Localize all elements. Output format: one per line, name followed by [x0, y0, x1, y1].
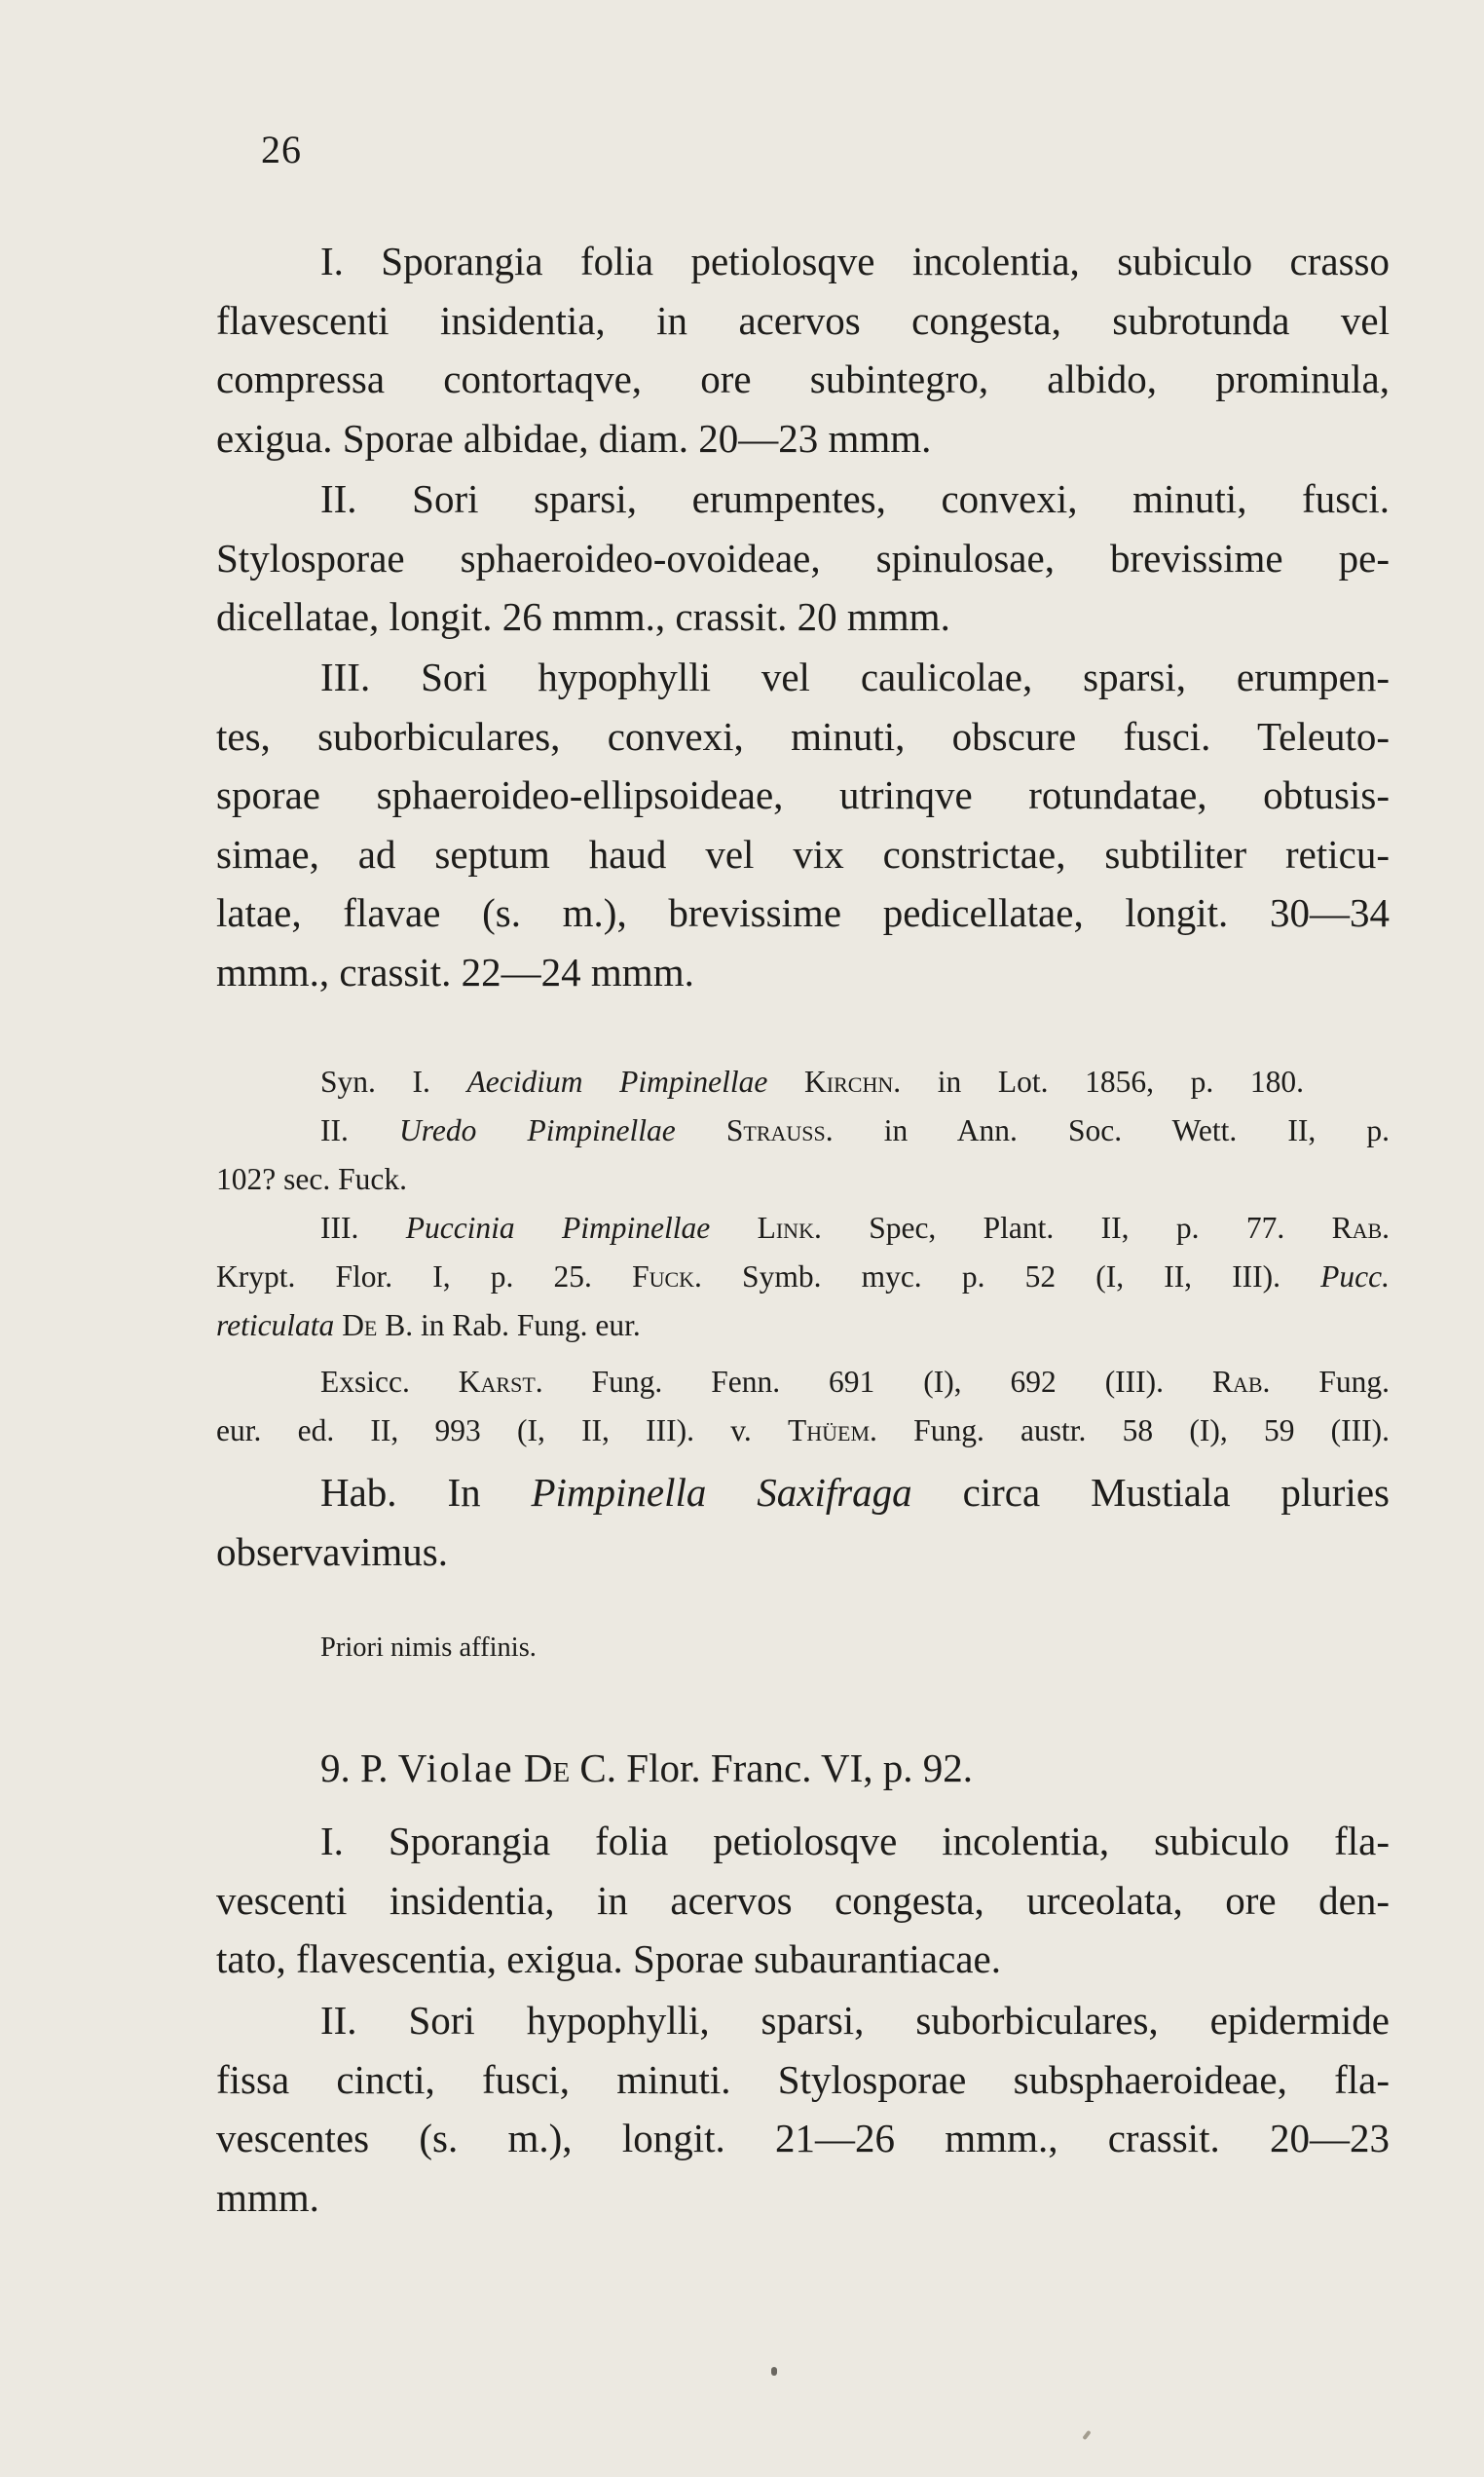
author-name: Fuck.: [632, 1259, 702, 1294]
text-line: simae, ad septum haud vel vix constrictae, subtiliter reticu-: [216, 831, 1390, 877]
author-name: Karst.: [458, 1365, 543, 1399]
text-line: tes, suborbiculares, convexi, minuti, obscure fusci. Teleuto-: [216, 713, 1390, 759]
reference: in Ann. Soc. Wett. II, p.: [883, 1113, 1391, 1147]
exsiccatae-line: [320, 1358, 1390, 1407]
synonym-line: [216, 1301, 1390, 1350]
exsiccatae-label: Exsicc.: [320, 1365, 410, 1399]
author-name: Link.: [757, 1211, 822, 1245]
reference: Spec, Plant. II, p. 77.: [869, 1211, 1285, 1245]
reference: eur. ed. II, 993 (I, II, III). v.: [216, 1413, 752, 1447]
species-heading: [216, 1739, 1390, 1798]
text-line: exigua. Sporae albidae, diam. 20—23 mmm.: [216, 415, 932, 461]
synonym-line: [320, 1107, 1390, 1155]
genus-abbrev: P.: [360, 1745, 389, 1790]
habitat-text: In: [447, 1470, 481, 1515]
ink-spot: [771, 2367, 777, 2376]
text-line: latae, flavae (s. m.), brevissime pedicellatae, longit. 30—34: [216, 890, 1390, 935]
text-line: vescenti insidentia, in acervos congesta, urceolata, ore den-: [216, 1877, 1390, 1923]
reference: in Lot. 1856, p. 180.: [937, 1065, 1305, 1099]
stage-iii-paragraph: [216, 648, 1390, 1001]
text-line: fissa cincti, fusci, minuti. Stylosporae subsphaeroideae, fla-: [216, 2056, 1390, 2102]
author-name: Strauss.: [725, 1113, 834, 1147]
text-line: sporae sphaeroideo-ellipsoideae, utrinqve rotundatae, obtusis-: [216, 772, 1390, 817]
violae-stage-i-paragraph: [216, 1812, 1390, 1989]
taxon-name: Puccinia Pimpinellae: [405, 1211, 711, 1245]
author-name: De B.: [342, 1308, 414, 1342]
author-name: Thüem.: [788, 1413, 877, 1447]
author-name: Kirchn.: [804, 1065, 902, 1099]
text-line: Stylosporae sphaeroideo-ovoideae, spinulosae, brevissime pe-: [216, 535, 1390, 581]
author-name: De C.: [523, 1745, 617, 1790]
text-line: I. Sporangia folia petiolosqve incolentia, subiculo fla-: [320, 1819, 1390, 1863]
host-name: Pimpinella Saxifraga: [531, 1470, 912, 1515]
text-line: dicellatae, longit. 26 mmm., crassit. 20 mmm.: [216, 594, 950, 639]
reference: Fung. austr. 58 (I), 59 (III).: [913, 1413, 1390, 1447]
stage-ii-paragraph: [216, 469, 1390, 647]
exsiccatae-line: [216, 1407, 1390, 1455]
taxon-name: Uredo Pimpinellae: [399, 1113, 676, 1147]
text-line: compressa contortaqve, ore subintegro, albido, prominula,: [216, 357, 1390, 401]
violae-stage-ii-paragraph: [216, 1991, 1390, 2227]
taxon-name: Aecidium Pimpinellae: [466, 1065, 768, 1099]
synonyms-block: [216, 1058, 1390, 1350]
exsiccatae-block: [216, 1358, 1390, 1455]
text-line: mmm.: [216, 2174, 319, 2220]
author-name: Rab.: [1331, 1211, 1391, 1245]
text-line: II. Sori hypophylli, sparsi, suborbiculares, epidermide: [320, 1998, 1390, 2043]
habitat-line: [320, 1463, 1390, 1522]
text-line: vescentes (s. m.), longit. 21—26 mmm., crassit. 20—23: [216, 2116, 1390, 2160]
reference: Flor. Franc. VI, p. 92.: [626, 1745, 973, 1790]
reference: in Rab. Fung. eur.: [421, 1308, 641, 1342]
synonym-number: III.: [320, 1211, 359, 1245]
reference: Krypt. Flor. I, p. 25.: [216, 1259, 592, 1294]
text-line: III. Sori hypophylli vel caulicolae, sparsi, erumpen-: [320, 655, 1390, 699]
synonym-line: [216, 1253, 1390, 1301]
species-number: 9.: [320, 1745, 351, 1790]
synonym-number: I.: [412, 1065, 430, 1099]
text-line: mmm., crassit. 22—24 mmm.: [216, 949, 694, 995]
habitat-label: Hab.: [320, 1470, 397, 1515]
author-name: Rab.: [1211, 1365, 1271, 1399]
reference: Symb. myc. p. 52 (I, II, III).: [742, 1259, 1281, 1294]
taxon-name: Pucc.: [1320, 1259, 1391, 1294]
page-number: 26: [261, 128, 302, 171]
taxon-name: reticulata: [216, 1308, 335, 1342]
species-heading-line: [320, 1739, 1390, 1798]
habitat-block: [216, 1463, 1390, 1581]
synonym-line: [320, 1058, 1304, 1107]
text-line: II. Sori sparsi, erumpentes, convexi, minuti, fusci.: [320, 476, 1390, 521]
note: Priori nimis affinis.: [320, 1633, 537, 1663]
stage-i-paragraph: [216, 232, 1390, 468]
ink-mark: [1082, 2430, 1091, 2440]
text-line: flavescenti insidentia, in acervos congesta, subrotunda vel: [216, 297, 1390, 343]
species-epithet: Violae: [397, 1745, 514, 1790]
text-line: I. Sporangia folia petiolosqve incolentia, subiculo crasso: [320, 239, 1390, 283]
synonym-label: Syn.: [320, 1065, 376, 1099]
habitat-text: circa Mustiala pluries: [962, 1470, 1391, 1515]
reference: Fung. Fenn. 691 (I), 692 (III).: [591, 1365, 1165, 1399]
text-line: tato, flavescentia, exigua. Sporae subaurantiacae.: [216, 1936, 1001, 1981]
synonym-number: II.: [320, 1113, 349, 1147]
synonym-line: [320, 1204, 1390, 1253]
reference: Fung.: [1318, 1365, 1391, 1399]
habitat-line: observavimus.: [216, 1528, 448, 1574]
synonym-line: 102? sec. Fuck.: [216, 1162, 407, 1196]
